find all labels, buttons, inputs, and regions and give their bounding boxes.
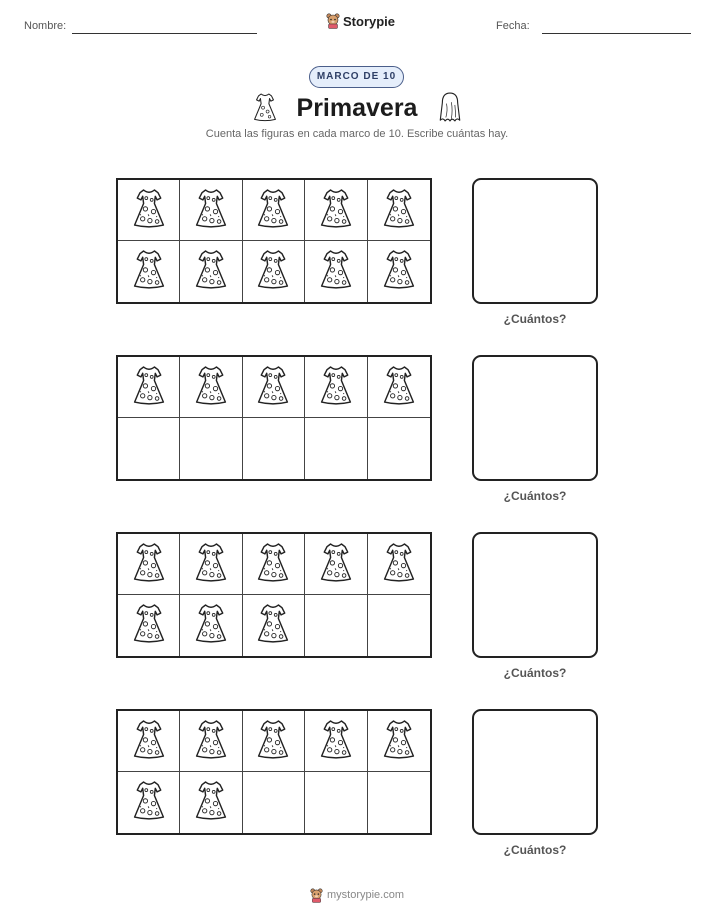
ten-frame-exercise <box>0 532 714 682</box>
storypie-bear-icon <box>326 13 340 29</box>
brand-logo <box>326 13 395 29</box>
date-line <box>542 33 691 34</box>
ten-frame-exercise <box>0 355 714 505</box>
dress-icon <box>255 602 291 649</box>
ten-frame-cell <box>118 711 180 772</box>
ten-frame <box>116 532 432 658</box>
ten-frame-cell <box>243 534 305 595</box>
dress-icon <box>318 187 354 234</box>
ten-frame-exercise <box>0 709 714 859</box>
answer-box[interactable] <box>472 355 598 481</box>
ten-frame-cell <box>180 357 242 418</box>
ghost-dress-icon <box>436 91 464 128</box>
ten-frame <box>116 178 432 304</box>
ten-frame-cell <box>368 711 430 772</box>
dress-icon <box>318 364 354 411</box>
ten-frame-cell <box>180 772 242 833</box>
ten-frame-cell <box>368 357 430 418</box>
ten-frame-cell <box>305 241 367 302</box>
ten-frame-cell <box>180 241 242 302</box>
dress-icon <box>131 718 167 765</box>
dress-icon <box>193 187 229 234</box>
ten-frame-cell <box>118 418 180 479</box>
date-label: Fecha: <box>496 20 530 32</box>
ten-frame-cell <box>243 595 305 656</box>
dress-icon <box>193 602 229 649</box>
footer-url: mystorypie.com <box>326 889 405 901</box>
dress-icon <box>131 602 167 649</box>
ten-frame-cell <box>243 357 305 418</box>
ten-frame-cell <box>305 534 367 595</box>
dress-icon <box>255 541 291 588</box>
ten-frame-cell <box>243 711 305 772</box>
footer <box>0 884 714 906</box>
ten-frame-cell <box>180 595 242 656</box>
dress-icon <box>318 541 354 588</box>
ten-frame-cell <box>180 180 242 241</box>
ten-frame-cell <box>118 534 180 595</box>
ten-frame-cell <box>368 418 430 479</box>
brand-name: Storypie <box>343 13 396 29</box>
ten-frame-cell <box>243 180 305 241</box>
dress-icon <box>255 364 291 411</box>
ten-frame-cell <box>368 595 430 656</box>
ten-frame-cell <box>118 180 180 241</box>
worksheet-header <box>0 0 714 50</box>
answer-label: ¿Cuántos? <box>503 312 567 326</box>
ten-frame-cell <box>305 772 367 833</box>
ten-frame-cell <box>305 418 367 479</box>
ten-frame-cell <box>305 595 367 656</box>
page-title: Primavera <box>296 94 418 122</box>
answer-label: ¿Cuántos? <box>503 843 567 857</box>
dress-icon <box>381 541 417 588</box>
ten-frame-cell <box>243 772 305 833</box>
answer-box[interactable] <box>472 532 598 658</box>
instructions: Cuenta las figuras en cada marco de 10. Escribe cuántas hay. <box>205 128 509 140</box>
ten-frame-cell <box>368 241 430 302</box>
worksheet-type-badge: MARCO DE 10 <box>309 66 404 88</box>
dress-icon <box>318 718 354 765</box>
name-label: Nombre: <box>24 20 67 32</box>
ten-frame-cell <box>305 357 367 418</box>
storypie-bear-icon <box>310 888 323 903</box>
ten-frame-cell <box>368 534 430 595</box>
dress-icon <box>131 779 167 826</box>
ten-frame-cell <box>368 180 430 241</box>
dress-icon <box>131 541 167 588</box>
name-line <box>72 33 257 34</box>
dress-icon <box>381 187 417 234</box>
dress-icon <box>255 718 291 765</box>
answer-box[interactable] <box>472 709 598 835</box>
dress-icon <box>193 718 229 765</box>
dress-icon <box>381 718 417 765</box>
dress-icon <box>131 187 167 234</box>
ten-frame <box>116 709 432 835</box>
dress-icon <box>131 248 167 295</box>
ten-frame-cell <box>118 595 180 656</box>
dress-icon <box>318 248 354 295</box>
dress-icon <box>381 364 417 411</box>
ten-frame-cell <box>118 772 180 833</box>
ten-frame-cell <box>180 418 242 479</box>
dress-icon <box>193 364 229 411</box>
ten-frame-cell <box>180 711 242 772</box>
dress-icon <box>193 541 229 588</box>
ten-frame-cell <box>305 711 367 772</box>
ten-frame-cell <box>180 534 242 595</box>
title-row <box>0 90 714 126</box>
ten-frame <box>116 355 432 481</box>
dress-icon <box>131 364 167 411</box>
answer-label: ¿Cuántos? <box>503 489 567 503</box>
answer-box[interactable] <box>472 178 598 304</box>
dress-icon <box>193 779 229 826</box>
dress-icon <box>193 248 229 295</box>
dress-icon <box>381 248 417 295</box>
ten-frame-cell <box>243 241 305 302</box>
ten-frame-cell <box>118 241 180 302</box>
ten-frame-cell <box>368 772 430 833</box>
answer-label: ¿Cuántos? <box>503 666 567 680</box>
ten-frame-cell <box>118 357 180 418</box>
dress-icon <box>255 248 291 295</box>
ten-frame-cell <box>305 180 367 241</box>
dress-icon <box>255 187 291 234</box>
ten-frame-cell <box>243 418 305 479</box>
ten-frame-exercise <box>0 178 714 328</box>
